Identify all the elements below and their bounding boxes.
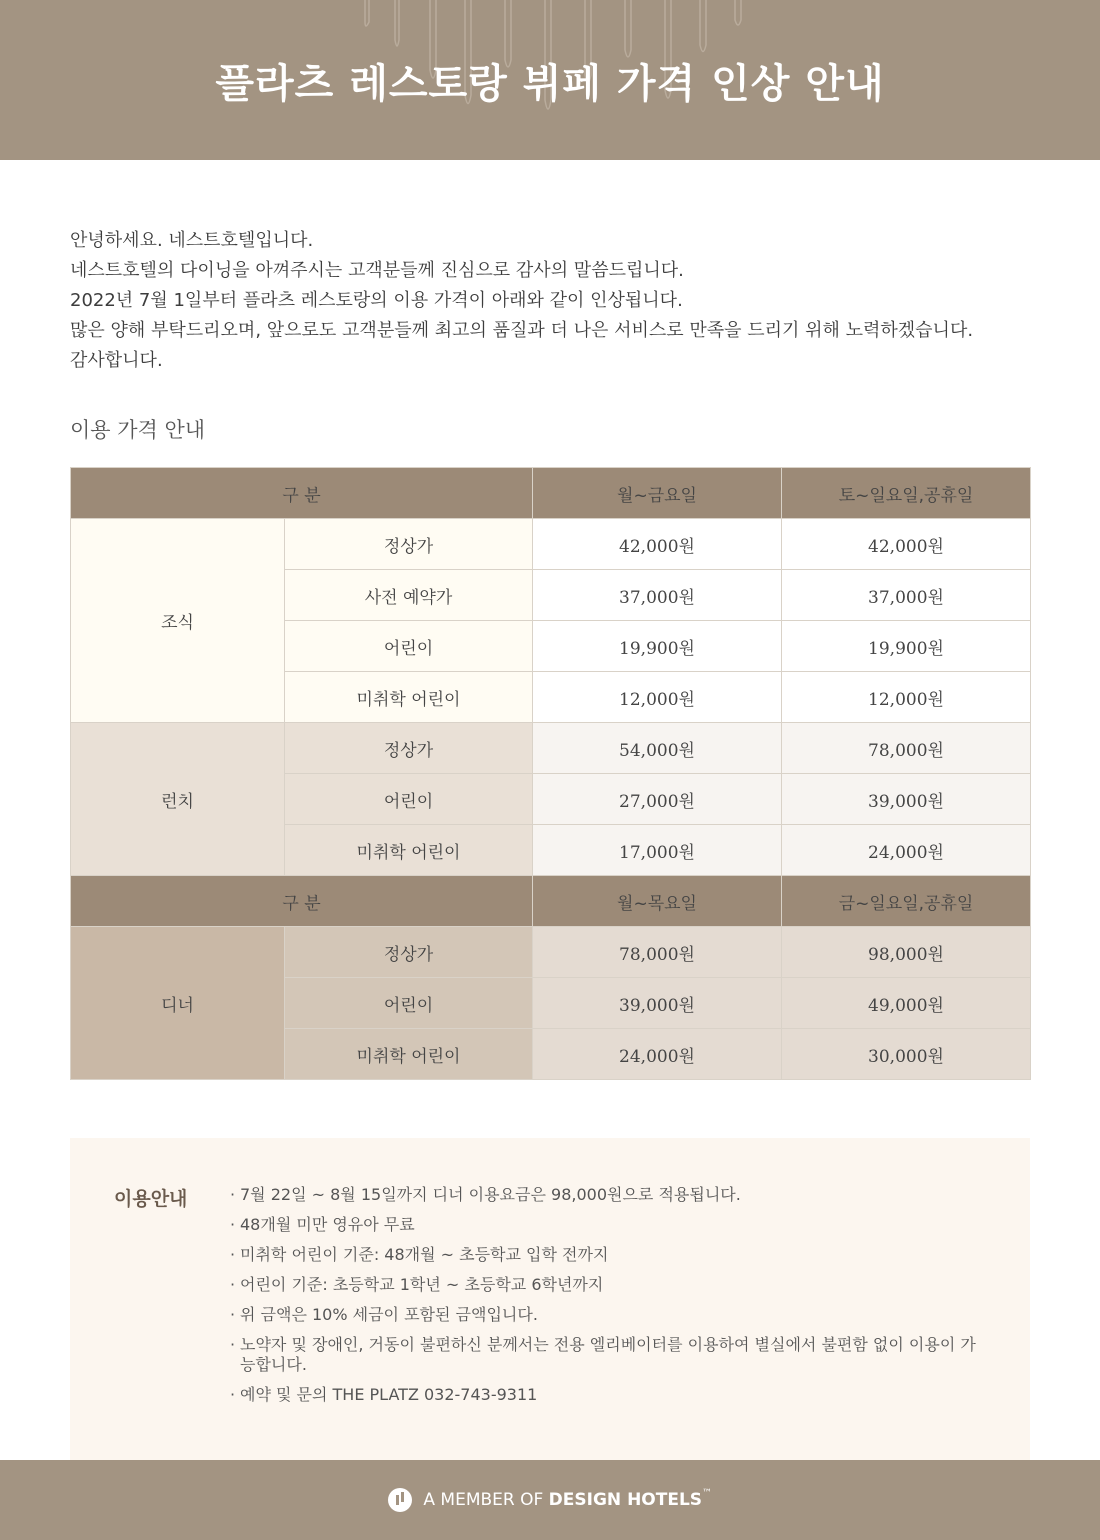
weekday-price: 24,000원: [533, 1029, 782, 1080]
notice-list: [230, 1185, 990, 1415]
weekday-price: 17,000원: [533, 825, 782, 876]
intro-line: 2022년 7월 1일부터 플라츠 레스토랑의 이용 가격이 아래와 같이 인상됩니다.: [70, 290, 683, 311]
weekday-price: 19,900원: [533, 621, 782, 672]
header-weekday: 월~목요일: [533, 876, 782, 927]
list-item: · 노약자 및 장애인, 거동이 불편하신 분께서는 전용 엘리베이터를 이용하여 별실에서 불편함 없이 이용이 가능합니다.: [230, 1335, 990, 1375]
weekend-price: 37,000원: [782, 570, 1031, 621]
intro-line: 네스트호텔의 다이닝을 아껴주시는 고객분들께 진심으로 감사의 말씀드립니다.: [70, 260, 684, 281]
price-type: 어린이: [285, 978, 533, 1029]
weekend-price: 39,000원: [782, 774, 1031, 825]
list-item: · 미취학 어린이 기준: 48개월 ~ 초등학교 입학 전까지: [230, 1245, 990, 1265]
weekend-price: 19,900원: [782, 621, 1031, 672]
meal-category-lunch: 런치: [71, 723, 285, 876]
intro-line: 안녕하세요. 네스트호텔입니다.: [70, 230, 314, 251]
weekday-price: 12,000원: [533, 672, 782, 723]
price-type: 사전 예약가: [285, 570, 533, 621]
header-weekday: 월~금요일: [533, 468, 782, 519]
trademark-mark: ™: [702, 1488, 713, 1499]
weekend-price: 49,000원: [782, 978, 1031, 1029]
table-header-row: [71, 876, 1031, 927]
price-type: 정상가: [285, 723, 533, 774]
section-title: 이용 가격 안내: [70, 418, 206, 442]
weekend-price: 30,000원: [782, 1029, 1031, 1080]
weekend-price: 24,000원: [782, 825, 1031, 876]
price-type: 미취학 어린이: [285, 672, 533, 723]
weekday-price: 78,000원: [533, 927, 782, 978]
intro-text: [70, 226, 1050, 376]
meal-category-breakfast: 조식: [71, 519, 285, 723]
weekday-price: 54,000원: [533, 723, 782, 774]
weekend-price: 78,000원: [782, 723, 1031, 774]
header-weekend: 토~일요일,공휴일: [782, 468, 1031, 519]
brand-prefix: A MEMBER OF: [423, 1490, 544, 1510]
table-row: [71, 723, 1031, 774]
list-item: · 예약 및 문의 THE PLATZ 032-743-9311: [230, 1385, 990, 1405]
table-row: [71, 927, 1031, 978]
price-type: 어린이: [285, 621, 533, 672]
list-item: · 어린이 기준: 초등학교 1학년 ~ 초등학교 6학년까지: [230, 1275, 990, 1295]
weekend-price: 12,000원: [782, 672, 1031, 723]
weekend-price: 42,000원: [782, 519, 1031, 570]
weekday-price: 37,000원: [533, 570, 782, 621]
list-item: · 48개월 미만 영유아 무료: [230, 1215, 990, 1235]
notice-label: 이용안내: [114, 1188, 188, 1210]
price-type: 미취학 어린이: [285, 1029, 533, 1080]
brand-name: DESIGN HOTELS: [548, 1490, 703, 1510]
meal-category-dinner: 디너: [71, 927, 285, 1080]
price-type: 정상가: [285, 927, 533, 978]
header-category: 구 분: [71, 876, 533, 927]
page-footer: [0, 1460, 1100, 1540]
price-table: [70, 467, 1031, 1080]
footer-brand: [0, 1488, 1100, 1512]
weekday-price: 39,000원: [533, 978, 782, 1029]
page-title: 플라츠 레스토랑 뷔페 가격 인상 안내: [215, 61, 885, 107]
intro-line: 감사합니다.: [70, 350, 163, 371]
list-item: · 위 금액은 10% 세금이 포함된 금액입니다.: [230, 1305, 990, 1325]
design-hotels-logo-icon: [388, 1488, 412, 1512]
weekday-price: 42,000원: [533, 519, 782, 570]
price-type: 미취학 어린이: [285, 825, 533, 876]
price-type: 정상가: [285, 519, 533, 570]
table-row: [71, 519, 1031, 570]
price-type: 어린이: [285, 774, 533, 825]
header-category: 구 분: [71, 468, 533, 519]
weekend-price: 98,000원: [782, 927, 1031, 978]
usage-notice-box: [70, 1138, 1030, 1460]
weekday-price: 27,000원: [533, 774, 782, 825]
list-item: · 7월 22일 ~ 8월 15일까지 디너 이용요금은 98,000원으로 적용됩니다.: [230, 1185, 990, 1205]
page-header: [0, 0, 1100, 160]
header-weekend: 금~일요일,공휴일: [782, 876, 1031, 927]
table-header-row: [71, 468, 1031, 519]
intro-line: 많은 양해 부탁드리오며, 앞으로도 고객분들께 최고의 품질과 더 나은 서비스로 만족을 드리기 위해 노력하겠습니다.: [70, 320, 974, 341]
